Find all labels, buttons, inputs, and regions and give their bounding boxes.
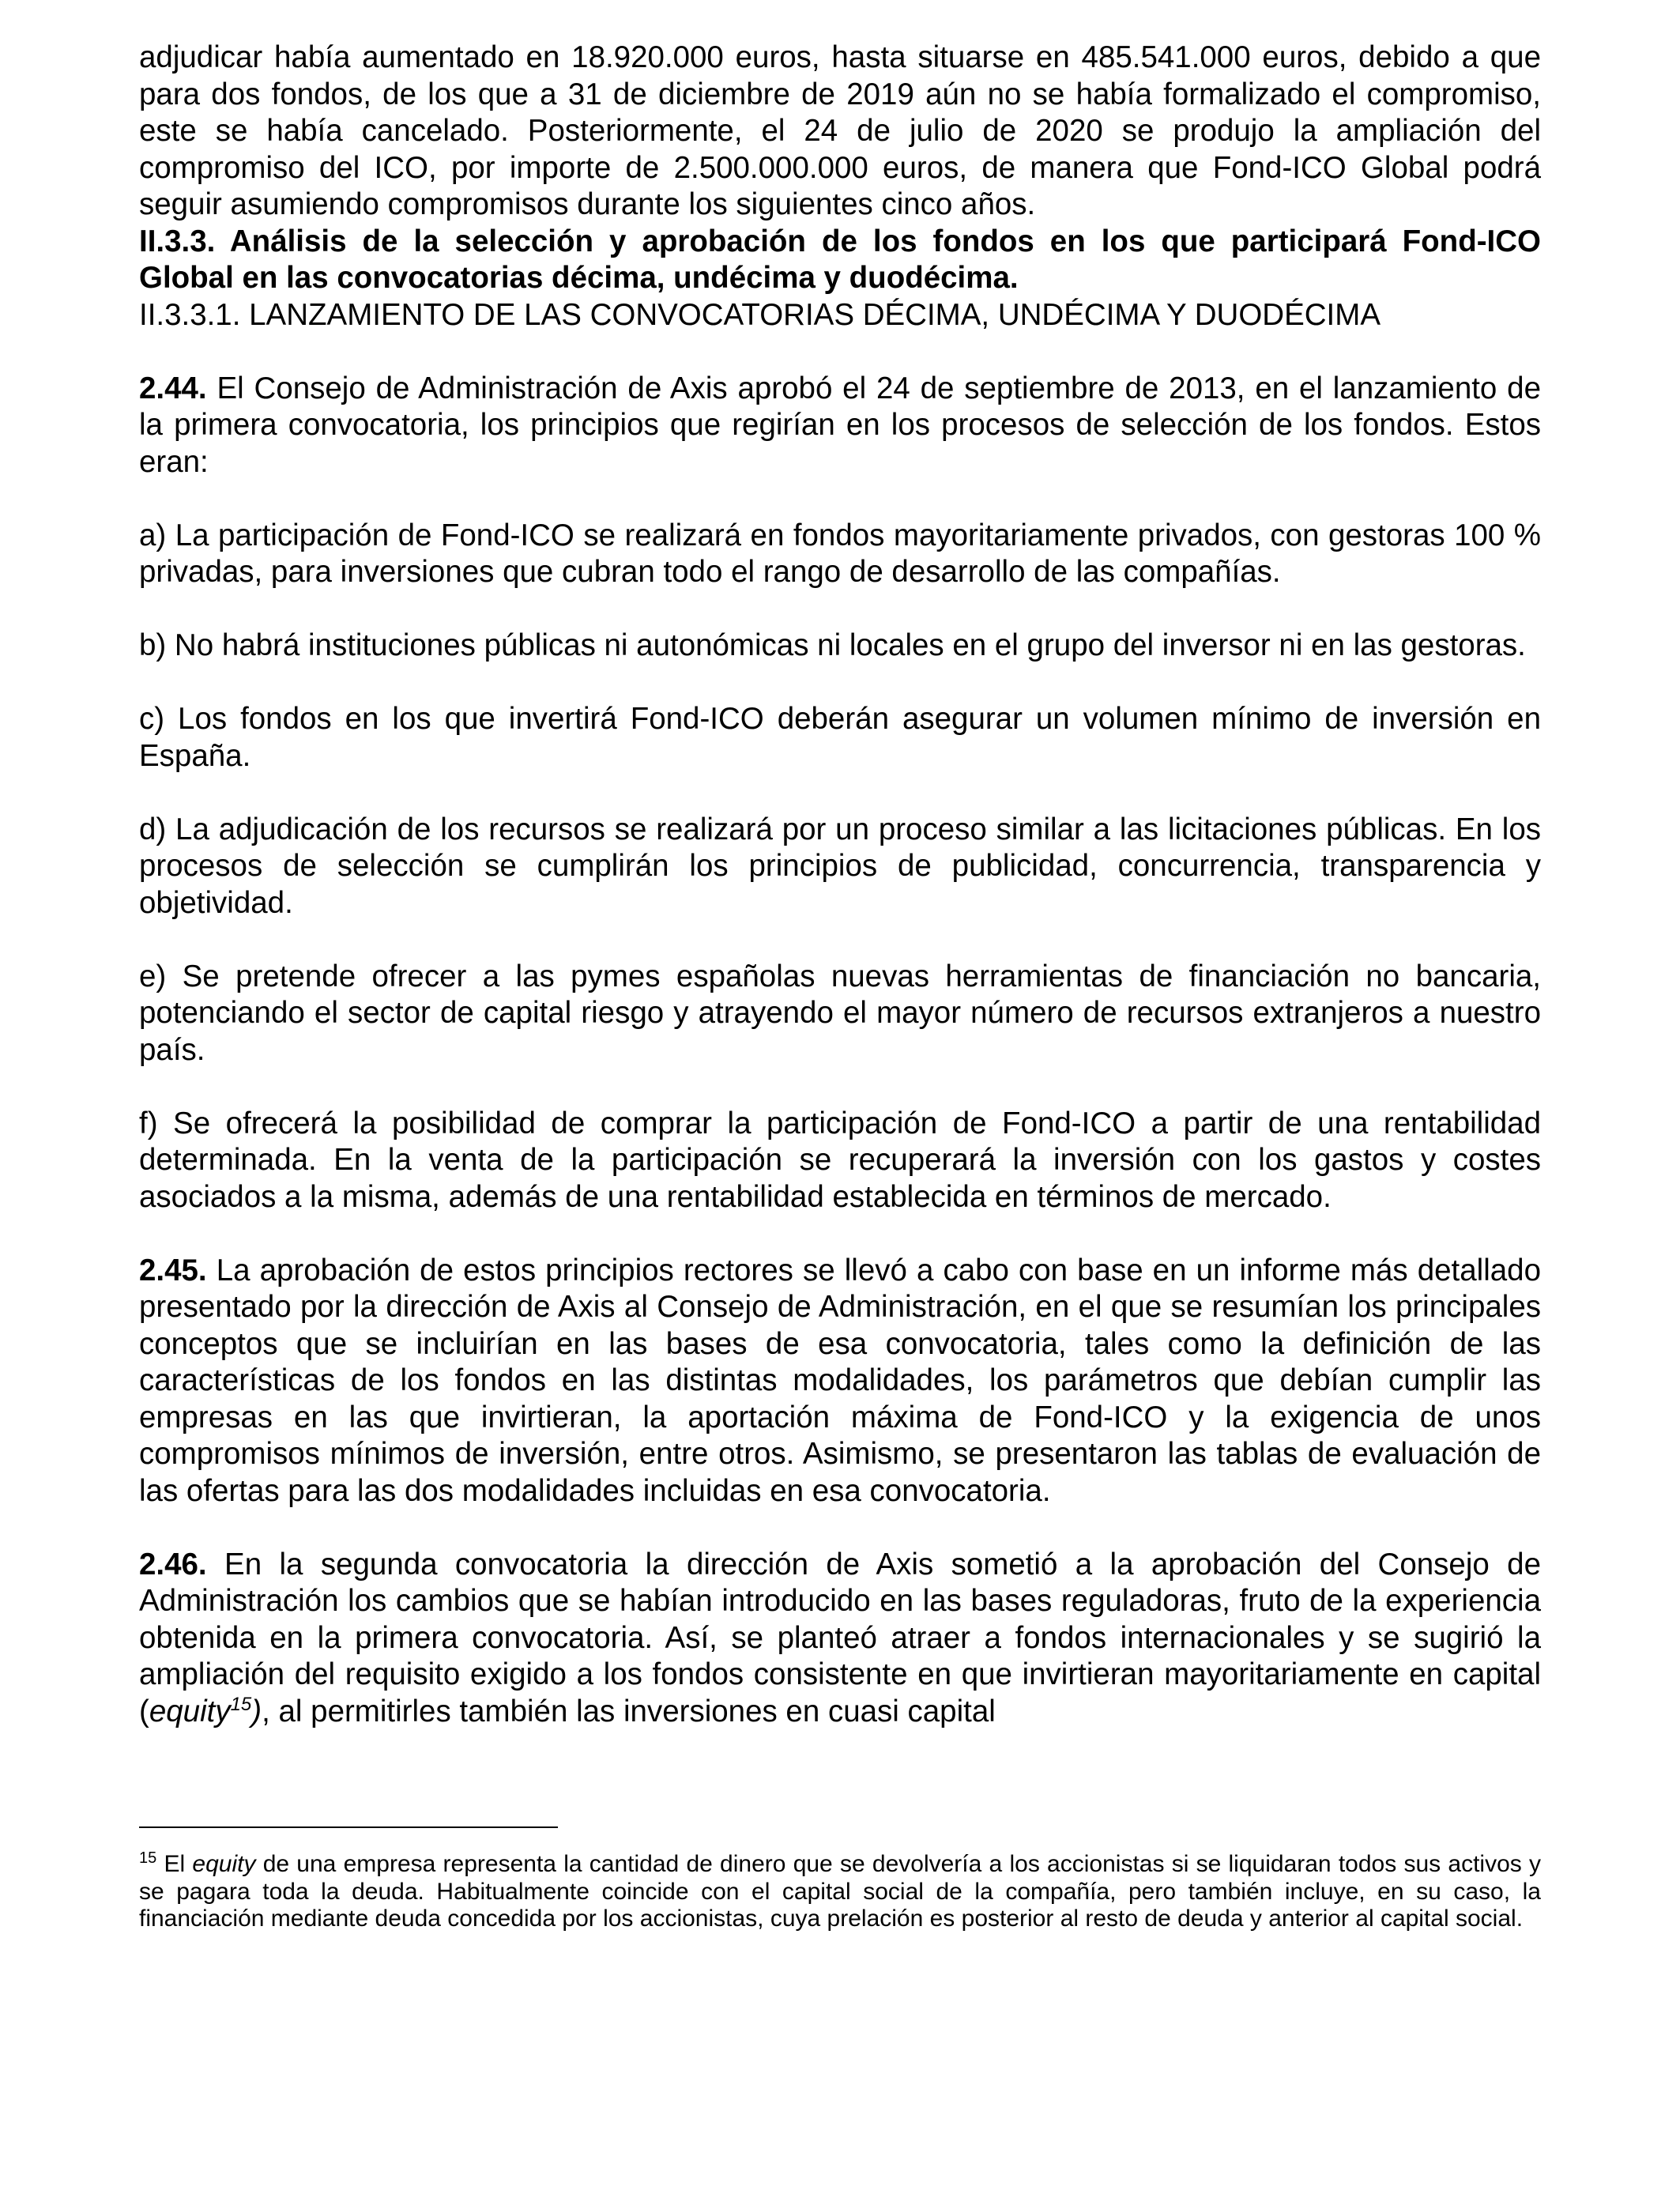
closing-paren: )	[251, 1694, 262, 1728]
footnote-ref-15[interactable]	[231, 1694, 252, 1715]
paragraph-2-44	[139, 371, 1541, 481]
subsection-heading: II.3.3.1. LANZAMIENTO DE LAS CONVOCATORIAS DÉCIMA, UNDÉCIMA Y DUODÉCIMA	[139, 297, 1381, 332]
principle-d: d) La adjudicación de los recursos se realizará por un proceso similar a las licitaciones públicas. En los procesos de selección se cumplirán los principios de publicidad, concurrencia, transparencia y objetividad.	[139, 812, 1541, 920]
paragraph-text: En la segunda convocatoria la dirección de Axis sometió a la aprobación del Consejo de Administración los cambios que se habían introducido en las bases reguladoras, fruto de la experiencia obtenida en la primera convocatoria. Así, se planteó atraer a fondos internacionales y se sugirió la ampliación del requisito exigido a los fondos consistente en que invirtieran mayoritariamente en capital (	[139, 1547, 1541, 1728]
footnote-ref-number: 15	[230, 1693, 252, 1715]
footnote-15	[139, 1851, 1541, 1933]
principle-e: e) Se pretende ofrecer a las pymes españolas nuevas herramientas de financiación no bancaria, potenciando el sector de capital riesgo y atrayendo el mayor número de recursos extranjeros a nuestro país.	[139, 959, 1541, 1067]
equity-term: equity	[149, 1694, 231, 1728]
paragraph-text-end: , al permitirles también las inversiones en cuasi capital	[262, 1694, 996, 1728]
footnote-prefix: El	[156, 1851, 193, 1877]
paragraph-number: 2.44.	[139, 371, 207, 405]
paragraph-number: 2.45.	[139, 1253, 207, 1287]
principle-a: a) La participación de Fond-ICO se realizará en fondos mayoritariamente privados, con gestoras 100 % privadas, para inversiones que cubran todo el rango de desarrollo de las compañías.	[139, 518, 1541, 589]
principle-c: c) Los fondos en los que invertirá Fond-ICO deberán asegurar un volumen mínimo de inversión en España.	[139, 702, 1541, 773]
intro-paragraph: adjudicar había aumentado en 18.920.000 euros, hasta situarse en 485.541.000 euros, debido a que para dos fondos, de los que a 31 de diciembre de 2019 aún no se había formalizado el compromiso, este se había cancelado. Posteriormente, el 24 de julio de 2020 se produjo la ampliación del compromiso del ICO, por importe de 2.500.000.000 euros, de manera que Fond-ICO Global podrá seguir asumiendo compromisos durante los siguientes cinco años.	[139, 40, 1541, 221]
footnote-separator	[139, 1826, 558, 1828]
footnote-equity-term: equity	[192, 1851, 256, 1877]
document-page	[139, 40, 1541, 1730]
paragraph-text: El Consejo de Administración de Axis aprobó el 24 de septiembre de 2013, en el lanzamiento de la primera convocatoria, los principios que regirían en los procesos de selección de los fondos. Estos eran:	[139, 371, 1541, 479]
paragraph-2-46	[139, 1547, 1541, 1731]
principle-b: b) No habrá instituciones públicas ni autonómicas ni locales en el grupo del inversor ni en las gestoras.	[139, 628, 1526, 662]
paragraph-2-45	[139, 1253, 1541, 1510]
principle-f: f) Se ofrecerá la posibilidad de comprar la participación de Fond-ICO a partir de una rentabilidad determinada. En la venta de la participación se recuperará la inversión con los gastos y costes asociados a la misma, además de una rentabilidad establecida en términos de mercado.	[139, 1106, 1541, 1214]
paragraph-text: La aprobación de estos principios rectores se llevó a cabo con base en un informe más detallado presentado por la dirección de Axis al Consejo de Administración, en el que se resumían los principales conceptos que se incluirían en las bases de esa convocatoria, tales como la definición de las características de los fondos en las distintas modalidades, los parámetros que debían cumplir las empresas en las que invirtieran, la aportación máxima de Fond-ICO y la exigencia de unos compromisos mínimos de inversión, entre otros. Asimismo, se presentaron las tablas de evaluación de las ofertas para las dos modalidades incluidas en esa convocatoria.	[139, 1253, 1541, 1508]
paragraph-number: 2.46.	[139, 1547, 207, 1581]
footnote-number: 15	[139, 1849, 157, 1867]
footnote-text: de una empresa representa la cantidad de dinero que se devolvería a los accionistas si se liquidaran todos sus activos y se pagara toda la deuda. Habitualmente coincide con el capital social de la compañía, pero también incluye, en su caso, la financiación mediante deuda concedida por los accionistas, cuya prelación es posterior al resto de deuda y anterior al capital social.	[139, 1851, 1541, 1932]
section-heading: II.3.3. Análisis de la selección y aprobación de los fondos en los que participará Fond-ICO Global en las convocatorias décima, undécima y duodécima.	[139, 224, 1541, 295]
